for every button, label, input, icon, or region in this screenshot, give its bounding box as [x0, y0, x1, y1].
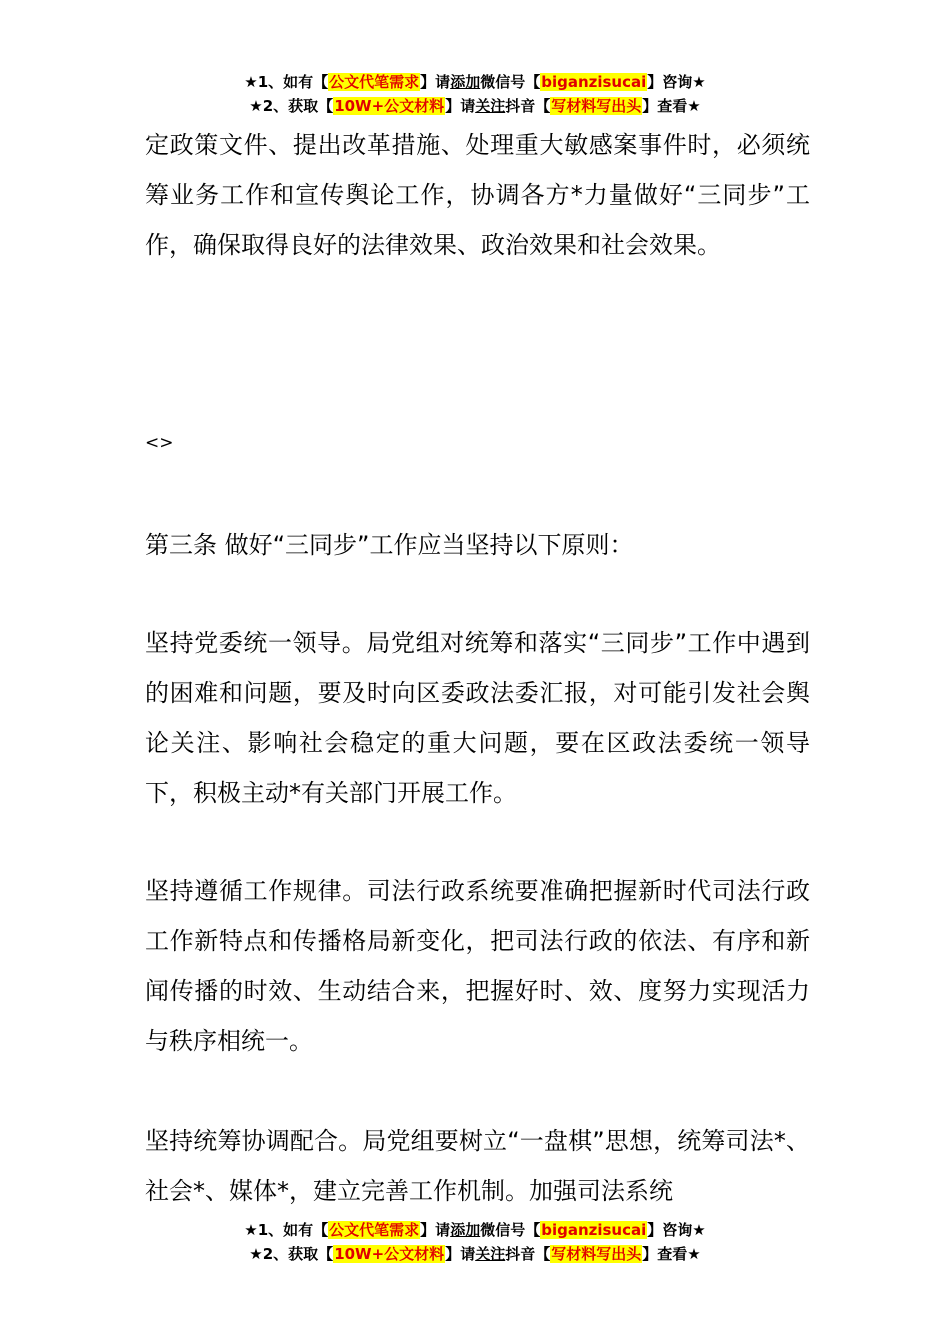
highlight-ghostwriting: 公文代笔需求 — [329, 73, 420, 91]
paragraph-coordination: 坚持统筹协调配合。局党组要树立“一盘棋”思想，统筹司法*、社会*、媒体*，建立完善工作机制。加强司法系统 — [145, 1127, 810, 1205]
paragraph-work-rules: 坚持遵循工作规律。司法行政系统要准确把握新时代司法行政工作新特点和传播格局新变化，把司法行政的依法、有序和新闻传播的时效、生动结合来，把握好时、效、度努力实现活力与秩序相统一。 — [145, 877, 810, 1055]
banner-line-1: ★1、如有【公文代笔需求】请添加微信号【biganzisucai】咨询★ — [244, 73, 706, 91]
paragraph-1: 定政策文件、提出改革措施、处理重大敏感案事件时，必须统筹业务工作和宣传舆论工作，协调各方*力量做好“三同步”工作，确保取得良好的法律效果、政治效果和社会效果。 — [145, 131, 810, 259]
highlight-douyin-id: 写材料写出头 — [551, 97, 642, 115]
highlight-ghostwriting: 公文代笔需求 — [329, 1221, 420, 1239]
highlight-wechat-id: biganzisucai — [541, 1221, 647, 1239]
banner-line-2: ★2、获取【10W+公文材料】请关注抖音【写材料写出头】查看★ — [249, 97, 701, 115]
highlight-materials: 10W+公文材料 — [334, 1245, 445, 1263]
paragraph-party-leadership: 坚持党委统一领导。局党组对统筹和落实“三同步”工作中遇到的困难和问题，要及时向区委政法委汇报，对可能引发社会舆论关注、影响社会稳定的重大问题，要在区政法委统一领导下，积极主动*有关部门开展工作。 — [145, 629, 810, 807]
section-marker: <> — [145, 433, 174, 453]
footer-banner — [0, 1218, 950, 1266]
highlight-materials: 10W+公文材料 — [334, 97, 445, 115]
header-banner — [0, 70, 950, 118]
article-3-heading: 第三条 做好“三同步”工作应当坚持以下原则： — [145, 531, 634, 559]
highlight-wechat-id: biganzisucai — [541, 73, 647, 91]
highlight-douyin-id: 写材料写出头 — [551, 1245, 642, 1263]
banner-line-1: ★1、如有【公文代笔需求】请添加微信号【biganzisucai】咨询★ — [244, 1221, 706, 1239]
banner-line-2: ★2、获取【10W+公文材料】请关注抖音【写材料写出头】查看★ — [249, 1245, 701, 1263]
